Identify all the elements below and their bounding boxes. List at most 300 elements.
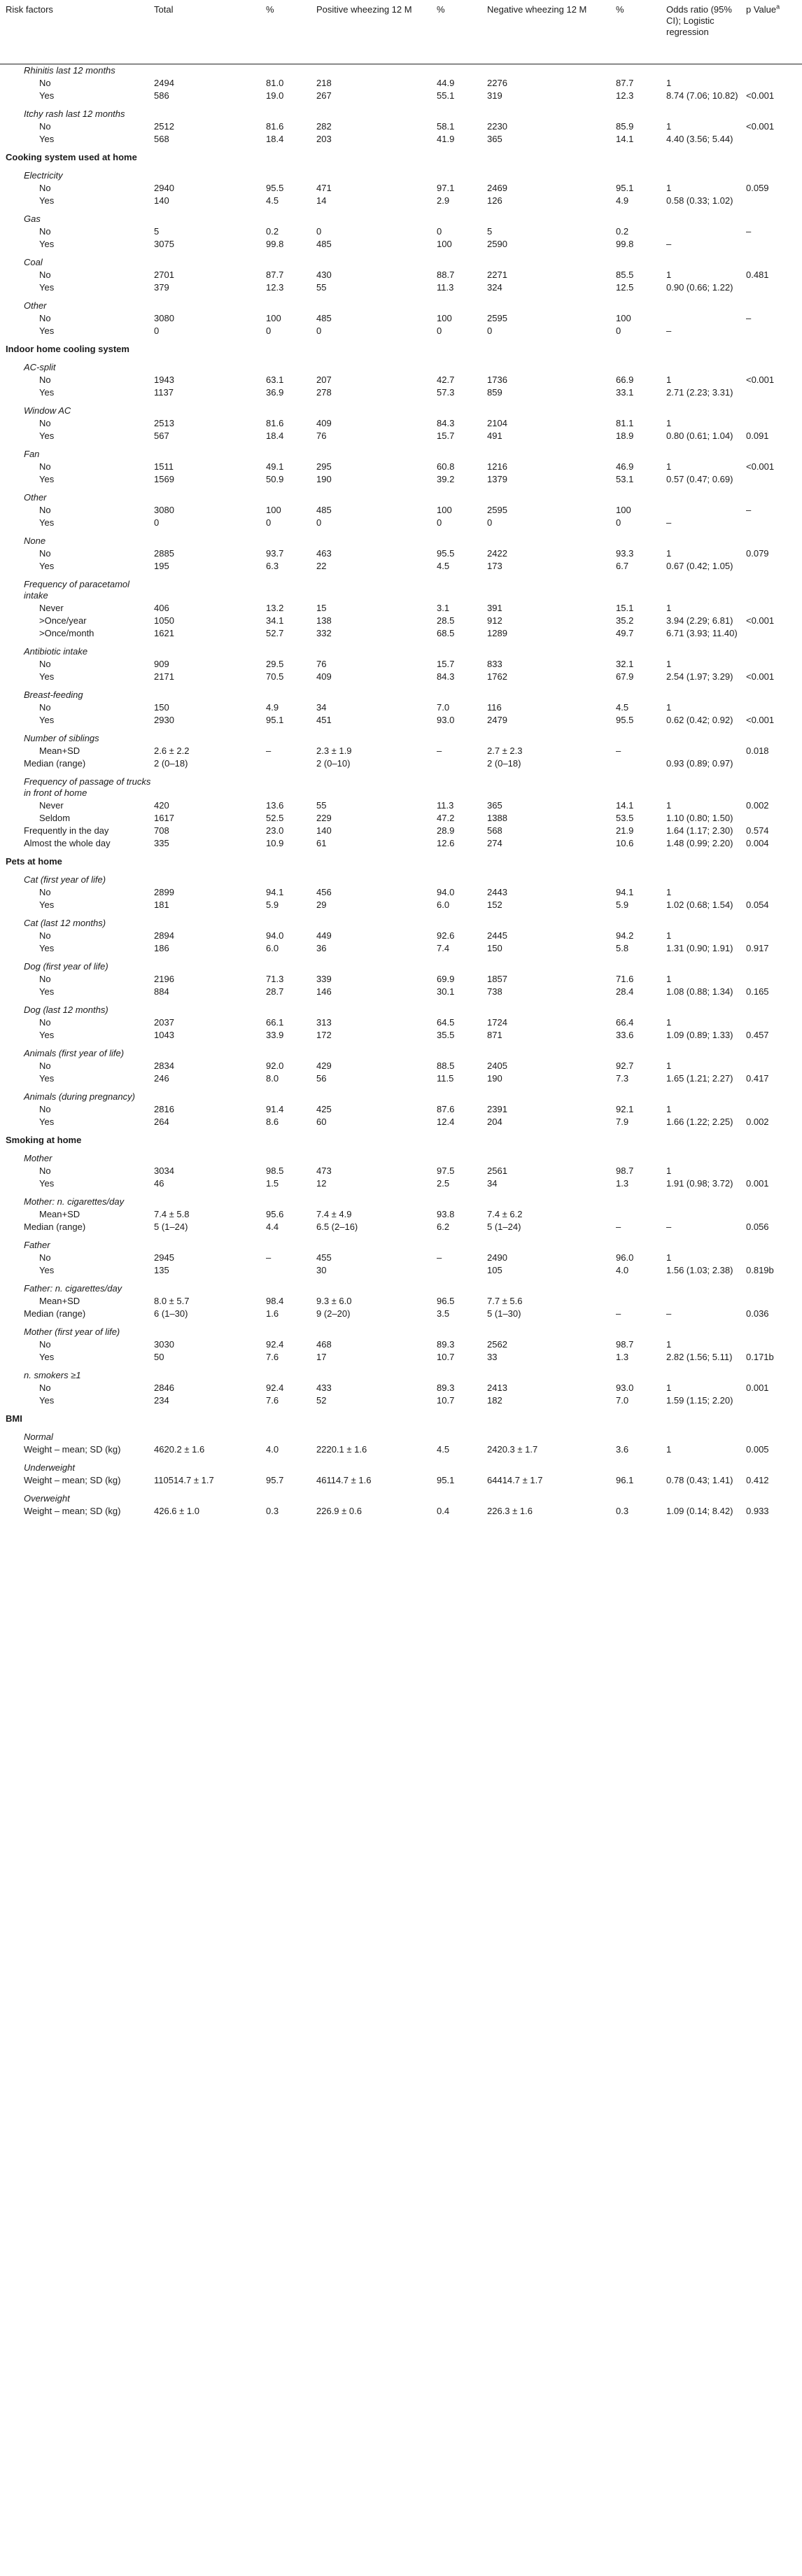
row-cell: 49.7 [616, 628, 634, 638]
row-cell: 52 [316, 1395, 327, 1406]
row-cell: 99.8 [616, 239, 634, 249]
table-row [0, 1282, 802, 1295]
row-label: >Once/year [39, 615, 87, 626]
row-cell: 2894 [154, 930, 174, 941]
row-cell: 2899 [154, 887, 174, 897]
table-row [0, 182, 802, 195]
row-cell: 8.0 [266, 1073, 279, 1084]
row-cell: 1 [666, 1166, 672, 1176]
row-cell: 98.5 [266, 1166, 284, 1176]
row-cell: 1 [666, 1060, 672, 1071]
row-label: No [39, 1104, 51, 1114]
row-cell: 1.3 [616, 1178, 629, 1189]
row-cell: 4.5 [437, 561, 450, 571]
row-cell: 93.0 [616, 1382, 634, 1393]
row-cell: 473 [316, 1166, 332, 1176]
row-cell: 365 [487, 800, 502, 811]
table-row [0, 1029, 802, 1042]
row-cell: 0.917 [746, 943, 769, 953]
row-cell: 1 [666, 1252, 672, 1263]
row-cell: 4.5 [437, 1444, 450, 1455]
row-cell: 21.9 [616, 825, 634, 836]
row-cell: 2490 [487, 1252, 507, 1263]
row-cell: 93.7 [266, 548, 284, 559]
row-cell: 2.71 (2.23; 3.31) [666, 387, 733, 398]
row-cell: 1 [666, 659, 672, 669]
row-cell: 95.7 [266, 1475, 284, 1485]
row-cell: 909 [154, 659, 169, 669]
row-cell: 455 [316, 1252, 332, 1263]
row-cell: 339 [316, 974, 332, 984]
row-cell: 12.6 [437, 838, 455, 848]
row-cell: 34.1 [266, 615, 284, 626]
row-cell: 1.59 (1.15; 2.20) [666, 1395, 733, 1406]
row-cell: 100 [616, 505, 631, 515]
row-cell: 98.7 [616, 1339, 634, 1350]
row-cell: 8.6 [266, 1116, 279, 1127]
row-cell: 3080 [154, 505, 174, 515]
table-row [0, 886, 802, 899]
table-row [0, 64, 802, 77]
row-cell: 96.5 [437, 1296, 455, 1306]
row-cell: 39.2 [437, 474, 455, 484]
row-label: Yes [39, 239, 55, 249]
row-cell: 1 [666, 183, 672, 193]
row-cell: 2 (0–10) [316, 758, 351, 769]
row-cell: 28.5 [437, 615, 455, 626]
table-row [0, 90, 802, 102]
row-cell: 274 [487, 838, 502, 848]
table-row [0, 837, 802, 850]
row-cell: 5.9 [266, 899, 279, 910]
header-total: Total [154, 4, 174, 15]
row-cell: 468 [316, 1339, 332, 1350]
row-label: Smoking at home [6, 1135, 82, 1145]
row-cell: 456 [316, 887, 332, 897]
row-cell: <0.001 [746, 121, 775, 132]
row-cell: 2 (0–18) [487, 758, 521, 769]
row-cell: 2846 [154, 1382, 174, 1393]
row-cell: 246 [154, 1073, 169, 1084]
table-row [0, 776, 802, 799]
row-cell: 0.481 [746, 270, 769, 280]
header-p-value-sup: a [776, 3, 780, 10]
row-cell: 409 [316, 418, 332, 428]
row-cell: 152 [487, 899, 502, 910]
table-row [0, 1016, 802, 1029]
row-cell: 0.005 [746, 1444, 769, 1455]
row-cell: 64414.7 ± 1.7 [487, 1475, 543, 1485]
table-row [0, 1431, 802, 1443]
row-cell: 14 [316, 195, 327, 206]
row-cell: 34 [487, 1178, 498, 1189]
row-label: Yes [39, 1030, 55, 1040]
table-row [0, 405, 802, 417]
table-row [0, 1394, 802, 1407]
row-label: Never [39, 603, 64, 613]
row-cell: 1 [666, 702, 672, 713]
row-label: No [39, 78, 51, 88]
table-row [0, 1047, 802, 1060]
table-row [0, 1252, 802, 1264]
row-cell: 70.5 [266, 671, 284, 682]
header-odds-ratio: Odds ratio (95% CI); Logistic regression [666, 4, 732, 37]
row-cell: 92.1 [616, 1104, 634, 1114]
row-cell: 2885 [154, 548, 174, 559]
row-cell: 2.6 ± 2.2 [154, 746, 190, 756]
row-cell: 0.002 [746, 1116, 769, 1127]
row-cell: 1511 [154, 461, 174, 472]
row-cell: 1736 [487, 374, 507, 385]
row-cell: 7.0 [437, 702, 450, 713]
row-cell: 7.4 ± 4.9 [316, 1209, 352, 1219]
row-cell: 0 [316, 326, 322, 336]
row-cell: 2816 [154, 1104, 174, 1114]
row-cell: 92.6 [437, 930, 455, 941]
row-cell: 50 [154, 1352, 164, 1362]
row-cell: 0.78 (0.43; 1.41) [666, 1475, 733, 1485]
row-label: No [39, 1252, 51, 1263]
table-row [0, 1208, 802, 1221]
row-cell: 89.3 [437, 1382, 455, 1393]
table-row [0, 1196, 802, 1208]
row-cell: 2405 [487, 1060, 507, 1071]
row-cell: 100 [266, 313, 281, 323]
row-cell: 586 [154, 90, 169, 101]
row-label: Underweight [24, 1462, 75, 1473]
row-cell: 1621 [154, 628, 174, 638]
row-cell: <0.001 [746, 90, 775, 101]
row-label: Yes [39, 326, 55, 336]
row-cell: 195 [154, 561, 169, 571]
table-row [0, 1103, 802, 1116]
table-row [0, 671, 802, 683]
table-row [0, 535, 802, 547]
row-cell: 1943 [154, 374, 174, 385]
row-cell: 1 [666, 930, 672, 941]
row-cell: 1 [666, 374, 672, 385]
row-cell: 3.1 [437, 603, 450, 613]
row-cell: 1 [666, 461, 672, 472]
row-cell: 34 [316, 702, 327, 713]
row-cell: 1.10 (0.80; 1.50) [666, 813, 733, 823]
row-cell: 92.4 [266, 1382, 284, 1393]
row-cell: 1.31 (0.90; 1.91) [666, 943, 733, 953]
row-label: Yes [39, 986, 55, 997]
row-cell: 1043 [154, 1030, 174, 1040]
row-cell: 140 [316, 825, 332, 836]
row-cell: <0.001 [746, 374, 775, 385]
row-cell: 1569 [154, 474, 174, 484]
row-cell: 0.004 [746, 838, 769, 848]
row-cell: 66.1 [266, 1017, 284, 1028]
row-cell: 1762 [487, 671, 507, 682]
row-cell: 91.4 [266, 1104, 284, 1114]
row-cell: 96.0 [616, 1252, 634, 1263]
row-cell: 1.65 (1.21; 2.27) [666, 1073, 733, 1084]
row-cell: 19.0 [266, 90, 284, 101]
row-cell: 22 [316, 561, 327, 571]
row-cell: 0 [437, 326, 442, 336]
row-label: No [39, 659, 51, 669]
row-cell: – [437, 1252, 442, 1263]
table-row [0, 560, 802, 573]
table-row [0, 1295, 802, 1308]
row-label: Father [24, 1240, 50, 1250]
row-cell: 884 [154, 986, 169, 997]
row-cell: 182 [487, 1395, 502, 1406]
row-cell: 332 [316, 628, 332, 638]
row-cell: 5 (1–24) [487, 1222, 521, 1232]
row-cell: 53.1 [616, 474, 634, 484]
row-cell: 2595 [487, 313, 507, 323]
row-label: Yes [39, 899, 55, 910]
row-cell: 833 [487, 659, 502, 669]
table-row [0, 195, 802, 207]
row-label: No [39, 183, 51, 193]
row-cell: 4.5 [616, 702, 629, 713]
row-label: Animals (first year of life) [24, 1048, 125, 1058]
row-cell: 94.0 [266, 930, 284, 941]
row-cell: 190 [487, 1073, 502, 1084]
row-cell: 0 [616, 326, 621, 336]
row-cell: 173 [487, 561, 502, 571]
table-row [0, 745, 802, 757]
row-label: Window AC [24, 405, 71, 416]
row-cell: 55 [316, 800, 327, 811]
row-cell: 0.933 [746, 1506, 769, 1516]
row-cell: 2.7 ± 2.3 [487, 746, 523, 756]
row-cell: 42.7 [437, 374, 455, 385]
row-cell: 140 [154, 195, 169, 206]
row-cell: 0.93 (0.89; 0.97) [666, 758, 733, 769]
row-cell: – [666, 1308, 672, 1319]
row-cell: 52.7 [266, 628, 284, 638]
row-cell: 100 [616, 313, 631, 323]
row-cell: 95.5 [266, 183, 284, 193]
row-cell: 0 [154, 517, 160, 528]
row-cell: 4620.2 ± 1.6 [154, 1444, 205, 1455]
row-cell: 0.58 (0.33; 1.02) [666, 195, 733, 206]
table-row [0, 1239, 802, 1252]
row-cell: 100 [266, 505, 281, 515]
table-row [0, 1165, 802, 1177]
row-cell: 365 [487, 134, 502, 144]
row-cell: 1 [666, 974, 672, 984]
row-cell: 0.018 [746, 746, 769, 756]
row-cell: 2391 [487, 1104, 507, 1114]
row-cell: 2930 [154, 715, 174, 725]
table-row [0, 942, 802, 955]
row-cell: 1 [666, 78, 672, 88]
row-label: No [39, 374, 51, 385]
row-cell: 234 [154, 1395, 169, 1406]
table-row [0, 960, 802, 973]
row-cell: 0.67 (0.42; 1.05) [666, 561, 733, 571]
row-cell: 92.4 [266, 1339, 284, 1350]
row-cell: 3.6 [616, 1444, 629, 1455]
row-cell: 4.9 [266, 702, 279, 713]
row-cell: 46.9 [616, 461, 634, 472]
row-cell: 13.2 [266, 603, 284, 613]
row-cell: 1857 [487, 974, 507, 984]
row-cell: 1.56 (1.03; 2.38) [666, 1265, 733, 1275]
row-cell: 2561 [487, 1166, 507, 1176]
row-cell: 451 [316, 715, 332, 725]
row-cell: 18.9 [616, 430, 634, 441]
row-cell: 94.2 [616, 930, 634, 941]
row-cell: 105 [487, 1265, 502, 1275]
row-cell: 71.3 [266, 974, 284, 984]
row-cell: 13.6 [266, 800, 284, 811]
row-cell: 2701 [154, 270, 174, 280]
row-cell: – [666, 517, 672, 528]
row-label: Cat (first year of life) [24, 874, 106, 885]
row-cell: 0.90 (0.66; 1.22) [666, 282, 733, 293]
table-row [0, 281, 802, 294]
row-cell: 0 [437, 517, 442, 528]
row-cell: 1 [666, 603, 672, 613]
row-cell: 7.4 ± 6.2 [487, 1209, 523, 1219]
row-cell: 35.5 [437, 1030, 455, 1040]
row-label: Overweight [24, 1493, 70, 1504]
row-cell: 116 [487, 702, 502, 713]
row-cell: 11.3 [437, 282, 454, 293]
row-label: Other [24, 300, 47, 311]
table-row [0, 799, 802, 812]
row-cell: 18.4 [266, 430, 284, 441]
row-cell: 7.9 [616, 1116, 629, 1127]
row-cell: 0 [316, 517, 322, 528]
row-cell: 126 [487, 195, 502, 206]
row-label: Yes [39, 1395, 55, 1406]
row-label: No [39, 121, 51, 132]
row-cell: 568 [154, 134, 169, 144]
row-label: Mean+SD [39, 1209, 80, 1219]
row-cell: 150 [154, 702, 169, 713]
row-cell: 2420.3 ± 1.7 [487, 1444, 538, 1455]
row-cell: 95.1 [616, 183, 634, 193]
header-p-value [746, 4, 802, 15]
row-cell: 203 [316, 134, 332, 144]
table-row [0, 1152, 802, 1165]
row-cell: 81.0 [266, 78, 284, 88]
row-cell: 18.4 [266, 134, 284, 144]
row-cell: 1289 [487, 628, 507, 638]
row-cell: 190 [316, 474, 332, 484]
row-label: Antibiotic intake [24, 646, 88, 657]
header-percent-negative: % [616, 4, 624, 15]
row-cell: 0.036 [746, 1308, 769, 1319]
row-cell: 2834 [154, 1060, 174, 1071]
table-row [0, 899, 802, 911]
row-cell: 0.001 [746, 1382, 769, 1393]
row-cell: 41.9 [437, 134, 455, 144]
row-cell: 85.5 [616, 270, 634, 280]
row-cell: 0 [316, 226, 322, 237]
row-cell: 2479 [487, 715, 507, 725]
row-cell: 9 (2–20) [316, 1308, 351, 1319]
row-cell: 0 [437, 226, 442, 237]
row-cell: 912 [487, 615, 502, 626]
row-cell: 1.09 (0.14; 8.42) [666, 1506, 733, 1516]
row-cell: – [266, 1252, 272, 1263]
row-cell: 463 [316, 548, 332, 559]
row-cell: 44.9 [437, 78, 455, 88]
table-row [0, 1443, 802, 1456]
row-cell: <0.001 [746, 715, 775, 725]
row-cell: 186 [154, 943, 169, 953]
table-row [0, 602, 802, 615]
row-cell: 4.9 [616, 195, 629, 206]
row-label: Frequently in the day [24, 825, 109, 836]
row-cell: 485 [316, 313, 332, 323]
row-cell: 4.40 (3.56; 5.44) [666, 134, 733, 144]
table-row [0, 1116, 802, 1128]
row-cell: 1724 [487, 1017, 507, 1028]
row-cell: 33.6 [616, 1030, 634, 1040]
row-cell: 0.412 [746, 1475, 769, 1485]
row-cell: 425 [316, 1104, 332, 1114]
row-cell: 56 [316, 1073, 327, 1084]
row-cell: 12 [316, 1178, 327, 1189]
row-cell: 0.079 [746, 548, 769, 559]
row-cell: 2271 [487, 270, 507, 280]
row-cell: 2512 [154, 121, 174, 132]
table-row [0, 1462, 802, 1474]
row-cell: 5 [487, 226, 493, 237]
header-positive-wheezing: Positive wheezing 12 M [316, 4, 412, 15]
row-cell: 95.5 [616, 715, 634, 725]
row-cell: 0.171b [746, 1352, 774, 1362]
row-cell: 335 [154, 838, 169, 848]
row-cell: 36.9 [266, 387, 284, 398]
table-row [0, 1492, 802, 1505]
row-cell: 859 [487, 387, 502, 398]
row-cell: 98.7 [616, 1166, 634, 1176]
row-cell: 0.3 [616, 1506, 629, 1516]
row-cell: 76 [316, 659, 327, 669]
row-cell: 0.059 [746, 183, 769, 193]
table-row [0, 645, 802, 658]
header-p-value-label: p Value [746, 4, 777, 15]
row-cell: 96.1 [616, 1475, 634, 1485]
row-cell: 93.3 [616, 548, 634, 559]
row-cell: 1.6 [266, 1308, 279, 1319]
row-label: Dog (last 12 months) [24, 1004, 108, 1015]
row-label: Yes [39, 90, 55, 101]
row-cell: 485 [316, 239, 332, 249]
row-cell: 4.0 [616, 1265, 629, 1275]
row-label: Yes [39, 1352, 55, 1362]
table-row [0, 169, 802, 182]
row-cell: 6.2 [437, 1222, 450, 1232]
row-cell: 7.7 ± 5.6 [487, 1296, 523, 1306]
table-row [0, 504, 802, 517]
row-cell: 1 [666, 1444, 672, 1455]
row-cell: 10.7 [437, 1395, 455, 1406]
row-cell: 7.0 [616, 1395, 629, 1406]
row-cell: 46 [154, 1178, 164, 1189]
row-label: No [39, 505, 51, 515]
table-row [0, 1134, 802, 1147]
table-row [0, 374, 802, 386]
row-label: No [39, 1382, 51, 1393]
row-cell: 0.091 [746, 430, 769, 441]
row-label: Yes [39, 195, 55, 206]
row-label: Number of siblings [24, 733, 99, 743]
row-cell: 229 [316, 813, 332, 823]
